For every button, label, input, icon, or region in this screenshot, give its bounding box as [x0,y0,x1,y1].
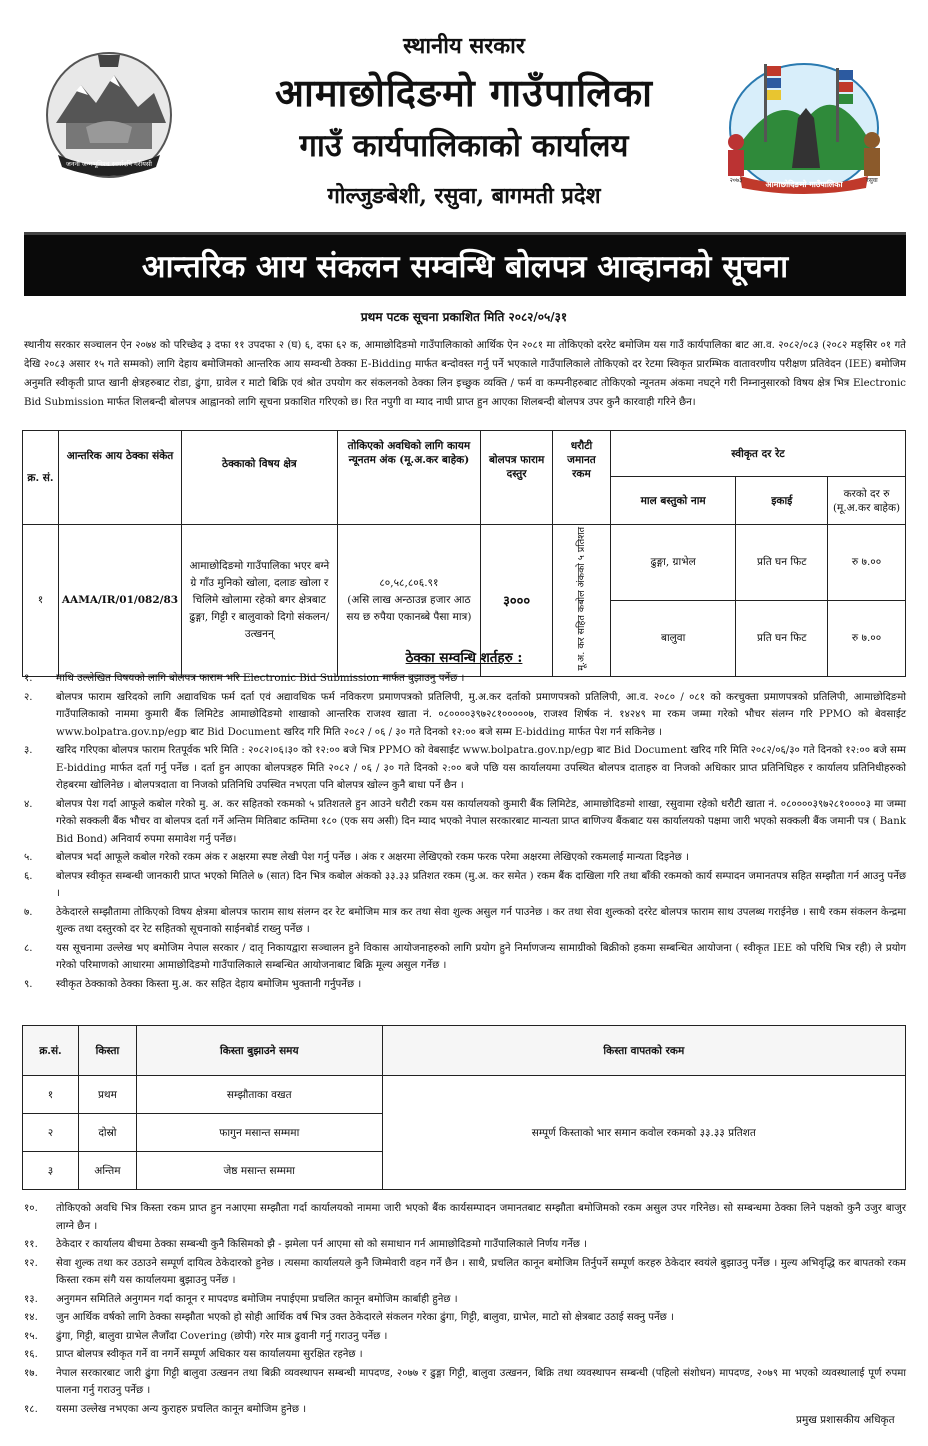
row-form-fee: ३००० [481,525,553,677]
letterhead [0,0,928,225]
local-government-label: स्थानीय सरकार [403,33,525,59]
installment-time: फागुन मसान्त सम्ममा [136,1114,382,1152]
condition-item: १५. ढुंगा, गिट्टी, बालुवा ग्राभेल लैजाँदा Covering (छोपी) गरेर मात्र ढुवानी गर्नु गराउनु पर्नेछ । [24,1330,388,1342]
condition-item: ६. बोलपत्र स्वीकृत सम्बन्धी जानकारी प्राप्त भएको मितिले ७ (सात) दिन भित्र कबोल अंकको ३३.३३ प्रतिशत रकम (मु.अ. कर समेत ) रकम बैंक दाखिला गरि तथा बाँकी रकमको कार्य सम्पादन जमानतपत्र सहित सम्झौता गर्न आउनु पर्नेछ । [24,870,906,899]
installment-sn: ३ [23,1152,79,1190]
logo-year-right: रसुवा [866,177,878,184]
header-unit: इकाई [736,477,828,525]
condition-item: ११. ठेकेदार र कार्यालय बीचमा ठेक्का सम्बन्धी कुनै किसिमको झै - झमेला पर्न आएमा सो को समाधान गर्न आमाछोदिङमो गाउँपालिकाले निर्णय गर्नेछ । [24,1239,587,1250]
item-goods: बालुवा [610,600,736,676]
item-goods: ढुङ्गा, ग्राभेल [610,525,736,601]
header-sn: क्र.सं. [23,1026,79,1076]
conditions-list-a [22,670,906,994]
row-min-amount-words: (असि लाख अन्ठाउन्न हजार आठ सय छ रुपैया एकानब्बे पैसा मात्र) [346,593,472,623]
row-deposit: मू.अ. कर सहित कबोल अंकको ५ प्रतिशत [575,527,587,671]
logo-caption: आमाछोदिङमो गाउँपालिका [765,180,843,189]
header-time: किस्ता बुझाउने समय [136,1026,382,1076]
condition-item: ९. स्वीकृत ठेक्काको ठेक्का किस्ता मु.अ. कर सहित देहाय बमोजिम भुक्तानी गर्नुपर्नेछ । [24,978,362,990]
municipality-logo-icon [716,50,892,200]
condition-item: १८. यसमा उल्लेख नभएका अन्य कुराहरु प्रचलित कानून बमोजिम हुनेछ । [24,1403,307,1415]
header-installment: किस्ता [78,1026,136,1076]
header-deposit: धरौटी जमानत रकम [553,431,611,525]
condition-item: १६. प्राप्त बोलपत्र स्वीकृत गर्ने वा नगर्ने सम्पूर्ण अधिकार यस कार्यालयमा सुरक्षित रहनेछ । [24,1349,363,1360]
installment-table [22,1025,906,1190]
header-tax-rate: करको दर रु (मू.अ.कर बाहेक) [828,477,906,525]
condition-item: १७. नेपाल सरकारबाट जारी ढुंगा गिट्टी बालुवा उत्खनन तथा बिक्री व्यवस्थापन सम्बन्धी मापदण्ड, २०७७ र ढुङ्गा गिट्टी, बालुवा उत्खनन, बिक्रि तथा व्यवस्थापन सम्बन्धी (पहिलो संशोधन) मापदण्ड, २०७९ मा भएको व्यवस्थालाई पूर्ण रुपमा पालना गर्नु गराउनु पर्नेछ । [24,1367,906,1396]
item-rate: रु ७.०० [828,600,906,676]
office-address: गोल्जुङबेशी, रसुवा, बागमती प्रदेश [327,183,601,209]
installment-time: जेष्ठ मसान्त सम्ममा [136,1152,382,1190]
condition-item: ८. यस सूचनामा उल्लेख भए बमोजिम नेपाल सरकार / दातृ निकायद्वारा सञ्चालन हुने विकास आयोजनाहरुको लागि प्रयोग हुने निर्माणजन्य सामाग्रीको बिक्रीको हकमा सम्बन्धित आयोजना ( स्वीकृत IEE को परिधि भित्र रही) ले प्रयोग गरेको परिमाणको आधारमा आमाछोदिङमो गाउँपालिकाले सम्बन्धित आयोजनाबाट बिक्रि मूल्य असुल गर्नेछ । [24,942,906,971]
header-form-fee: बोलपत्र फाराम दस्तुर [481,431,553,525]
row-area: आमाछोदिङमो गाउँपालिका भएर बग्ने ग्रे गाँउ मुनिको खोला, दलाङ खोला र चिलिमे खोलामा रहेको बगर क्षेत्रबाट ढुङ्गा, गिट्टी र बालुवाको दिगो संकलन/उत्खनन् [182,525,338,677]
condition-item: १३. अनुगमन समितिले अनुगमन गर्दा कानून र मापदण्ड बमोजिम नपाईएमा प्रचलित कानून बमोजिम कार्बाही हुनेछ । [24,1293,458,1305]
condition-item: १२. सेवा शुल्क तथा कर उठाउने सम्पूर्ण दायित्व ठेकेदारको हुनेछ । त्यसमा कार्यालयले कुनै जिम्मेवारी वहन गर्ने छैन । साथै, प्रचलित कानून बमोजिम तिर्नुपर्ने सम्पूर्ण करहरु ठेकेदार स्वयंले बुझाउनु पर्नेछ । मुल्य अभिवृद्धि कर बापतको रकम किस्ता रकम संगै यस कार्यालयमा बुझाउनु पर्नेछ । [24,1257,906,1286]
installment-amount: सम्पूर्ण किस्ताको भार समान कवोल रकमको ३३.३३ प्रतिशत [382,1076,905,1190]
installment-sn: १ [23,1076,79,1114]
row-sn: १ [23,525,59,677]
emblem-motto: जननी जन्मभूमिश्च स्वर्गादपि गरीयसी [66,160,152,168]
installment-name: प्रथम [78,1076,136,1114]
installment-name: दोस्रो [78,1114,136,1152]
condition-item: ३. खरिद गरिएका बोलपत्र फाराम रितपूर्वक भरि मिति : २०८२।०६।३० को १२:०० बजे भित्र PPMO को वेबसाईट www.bolpatra.gov.np/egp बाट Bid Document खरिद गरि मिति २०८२/०६/३० गते दिनको १२:०० बजे सम्म E-bidding मार्फत दर्ता गर्नु पर्नेछ । दर्ता हुन आएका बोलपत्रहरु मिति २०८२ / ०६ / ३० गते दिनको २:०० बजे पछि यस कार्यालयमा उपस्थित बोलपत्र दाताहरु वा निजको अधिकार प्राप्त प्रतिनिधिहरु र कार्यालय प्रतिनिधीहरुको रोहबरमा खोलिनेछ । बोलपत्रदाता वा निजको प्रतिनिधि उपस्थित नभएता पनि बोलपत्र खोल्न कुनै बाधा पर्ने छैन । [24,745,906,791]
logo-year-left: २०७३ [729,177,743,184]
row-min-amount: ८०,५८,८०६.९१ [379,576,439,589]
signature-title: प्रमुख प्रशासकीय अधिकृत [796,1414,895,1426]
installment-name: अन्तिम [78,1152,136,1190]
office-name: गाउँ कार्यपालिकाको कार्यालय [299,128,629,164]
notice-title-banner: आन्तरिक आय संकलन सम्वन्धि बोलपत्र आव्हानको सूचना [24,232,906,296]
publication-date: प्रथम पटक सूचना प्रकाशित मिति २०८२/०५/३१ [360,310,568,324]
header-amount: किस्ता वापतको रकम [382,1026,905,1076]
condition-item: १. माथि उल्लेखित विषयको लागि बोलपत्र फाराम भरि Electronic Bid Submission मार्फत बुझाउनु पर्नेछ । [24,673,465,684]
item-unit: प्रति घन फिट [736,600,828,676]
contract-table [22,430,906,677]
installment-time: सम्झौताका वखत [136,1076,382,1114]
installment-sn: २ [23,1114,79,1152]
condition-item: ७. ठेकेदारले सम्झौतामा तोकिएको विषय क्षेत्रमा बोलपत्र फाराम साथ संलग्न दर रेट बमोजिम मात्र कर तथा सेवा शुल्क असुल गर्न पाउनेछ । कर तथा सेवा शुल्कको दररेट बोलपत्र फाराम साथ उपलब्ध गराईनेछ । साथै रकम संकलन केन्द्रमा शुल्क तथा दस्तुरको दर रेट सहितको सूचनाको साईनबोर्ड राख्नु पर्नेछ । [24,906,906,935]
conditions-title: ठेक्का सम्वन्धि शर्तहरु : [405,650,523,666]
intro-paragraph: स्थानीय सरकार सञ्चालन ऐन २०७४ को परिच्छेद ३ दफा ११ उपदफा २ (घ) ६, दफा ६२ क, आमाछोदिङमो गाउँपालिकाको आर्थिक ऐन २०८१ मा तोकिएको दररेट बमोजिम यस गाउँ कार्यपालिका बाट आ.व. २०८२/०८३ (२०८२ मङ्सिर ०१ गते देखि २०८३ असार १५ गते सम्मको) लागि देहाय बमोजिमको आन्तरिक आय सम्वन्धी ठेक्का E-Bidding मार्फत बन्दोवस्त गर्नु पर्ने भएकाले गाउँपालिकाले तोकिएको दर रेटमा स्विकृत प्रारम्भिक वातावरणीय परीक्षण प्रतिवेदन (IEE) बमोजिम अनुमति स्वीकृती प्राप्त खानी क्षेत्रहरुबाट रोडा, ढुंगा, ग्रावेल र माटो बिक्रि एवं श्रोत उपयोग कर संकलनको ठेक्का लिन इच्छुक व्यक्ति / फर्म वा कम्पनीहरुबाट तोकिएको न्यूनतम अंकमा नघट्ने गरी निम्नानुसारको विषय क्षेत्र भित्र Electronic Bid Submission मार्फत शिलबन्दी बोलपत्र आह्वानको लागि सूचना प्रकाशित गरिएको छ। रित नपुगी वा म्याद नाघी प्राप्त हुन आएका शिलबन्दी बोलपत्र उपर कुनै कारवाही गरिने छैन। [24,340,906,408]
header-area: ठेक्काको विषय क्षेत्र [182,431,338,525]
header-approved-rate: स्वीकृत दर रेट [610,431,905,477]
header-code: आन्तरिक आय ठेक्का संकेत [58,431,181,525]
municipality-name: आमाछोदिङमो गाउँपालिका [274,70,654,115]
item-rate: रु ७.०० [828,525,906,601]
condition-item: २. बोलपत्र फाराम खरिदको लागि अद्यावधिक फर्म दर्ता एवं अद्यावधिक फर्म नविकरण प्रमाणपत्रको प्रतिलिपी, मु.अ.कर दर्ताको प्रमाणपत्रको प्रतिलिपी, आ.व. २०८० / ०८१ को करचुक्ता प्रमाणपत्रको प्रतिलिपी, आमाछोदिङमो गाउँपालिकाको नाममा कुमारी बैंक लिमिटेड आमाछोदिङमो शाखाको आन्तरिक राजश्व खाता नं. ०८००००३९७२८१०००००७, राजश्व शिर्षक नं. १४२४९ मा रकम जम्मा गरेको भौचर संलग्न गरि PPMO को बेवसाईट www.bolpatra.gov.np/egp बाट Bid Document खरिद गरि मिति २०८२ / ०६ / ३० गते दिनको १२:०० बजे सम्म E-bidding मार्फत पेश गर्न सकिनेछ । [24,691,906,738]
condition-item: ५. बोलपत्र भर्दा आफूले कबोल गरेको रकम अंक र अक्षरमा स्पष्ट लेखी पेश गर्नु पर्नेछ । अंक र अक्षरमा लेखिएको रकम फरक परेमा अक्षरमा लेखिएको रकमलाई मान्यता दिइनेछ । [24,852,689,863]
condition-item: १०. तोकिएको अवधि भित्र किस्ता रकम प्राप्त हुन नआएमा सम्झौता गर्दा कार्यालयको नाममा जारी भएको बैंक कार्यसम्पादन जमानतबाट सम्झौता बमोजिमको रकम असुल उपर गरिनेछ। सो सम्बन्धमा ठेक्का लिने पक्षको कुनै उजुर बाजुर लाग्ने छैन । [24,1203,906,1232]
header-goods: माल बस्तुको नाम [610,477,736,525]
conditions-list-b [22,1200,906,1419]
header-sn: क्र. सं. [23,431,59,525]
header-min-amount: तोकिएको अवधिको लागि कायम न्यूनतम अंक (मू.अ.कर बाहेक) [337,431,481,525]
condition-item: १४. जुन आर्थिक वर्षको लागि ठेक्का सम्झौता भएको हो सोही आर्थिक वर्ष भित्र उक्त ठेकेदारले संकलन गरेका ढुंगा, गिट्टी, बालुवा, ग्राभेल, माटो सो क्षेत्रबाट उठाई सक्नु पर्नेछ । [24,1312,674,1323]
condition-item: ४. बोलपत्र पेश गर्दा आफूले कबोल गरेको मु. अ. कर सहितको रकमको ५ प्रतिशतले हुन आउने धरौटी रकम यस कार्यालयको कुमारी बैंक लिमिटेड, आमाछोदिङमो शाखा, रसुवामा रहेको धरौटी खाता नं. ०८००००३९७२८१००००३ मा जम्मा गरेको सक्कली बैंक भौचर वा बोलपत्र दर्ता गर्ने अन्तिम मितिबाट कम्तिमा १८० (एक सय असी) दिन म्याद भएको नेपाल सरकारबाट मान्यता प्राप्त बाणिज्य बैंकबाट यस कार्यालयको पक्षमा जारी भएको सक्कली बैंक जमानी पत्र ( Bank Bid Bond) अनिवार्य रुपमा समावेश गर्नु पर्नेछ। [24,798,906,845]
item-unit: प्रति घन फिट [736,525,828,601]
row-code: AAMA/IR/01/082/83 [58,525,181,677]
